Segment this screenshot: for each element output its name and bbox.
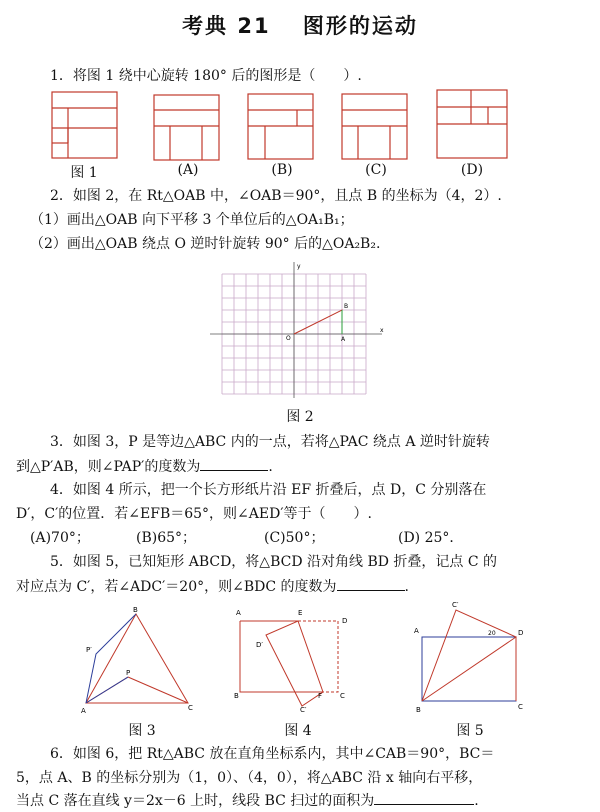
fig3-label-b: B xyxy=(133,606,138,614)
q5-line1: 5．如图 5，已知矩形 ABCD，将△BCD 沿对角线 BD 折叠，记点 C 的 xyxy=(50,554,498,570)
q4-line1: 4．如图 4 所示，把一个长方形纸片沿 EF 折叠后，点 D，C 分别落在 xyxy=(50,482,487,498)
q1-label-fig1: 图 1 xyxy=(70,165,98,181)
q6-line1: 6．如图 6，把 Rt△ABC 放在直角坐标系内，其中∠CAB＝90°，BC＝ xyxy=(50,746,495,762)
fig4-caption: 图 4 xyxy=(284,723,312,739)
fig4-label-dp: D′ xyxy=(256,641,263,649)
fig4-label-d: D xyxy=(342,617,348,625)
q2-a-label: A xyxy=(341,336,346,343)
fig5-label-cp: C′ xyxy=(452,601,459,609)
q2-part2: （2）画出△OAB 绕点 O 逆时针旋转 90° 后的△OA₂B₂. xyxy=(30,236,381,252)
q6-line3-text: 当点 C 落在直线 y＝2x－6 上时，线段 BC 扫过的面积为 xyxy=(16,793,375,809)
q1-label-c: (C) xyxy=(365,162,387,178)
fig5-label-b: B xyxy=(416,706,421,714)
q6-line3-end: . xyxy=(474,793,479,809)
fig3-label-a: A xyxy=(81,707,86,715)
fig3-caption: 图 3 xyxy=(128,723,156,739)
q2-x-label: x xyxy=(380,327,384,334)
fig3-label-c: C xyxy=(188,704,193,712)
q6-line2: 5，点 A、B 的坐标分别为（1，0）、（4，0），将△ABC 沿 x 轴向右平移， xyxy=(16,770,483,786)
fig4-label-b: B xyxy=(234,692,239,700)
fig3-label-p: P xyxy=(126,669,131,677)
q3-line1: 3．如图 3，P 是等边△ABC 内的一点，若将△PAC 绕点 A 逆时针旋转 xyxy=(50,434,490,450)
q2-b-label: B xyxy=(344,303,349,310)
fig4-label-c: C xyxy=(340,692,345,700)
q1-label-d: (D) xyxy=(460,162,484,178)
q4-option-d: (D) 25°． xyxy=(398,530,464,546)
fig5-label-c: C xyxy=(518,703,523,711)
fig5-label-d: D xyxy=(518,629,524,637)
q6-line3 xyxy=(16,790,479,811)
q3-line2-text: 到△P′AB，则∠PAP′的度数为 xyxy=(16,459,201,475)
fig4-label-e: E xyxy=(298,609,303,617)
fig3 xyxy=(86,614,188,703)
page-title: 考典 21 图形的运动 xyxy=(182,14,418,38)
fig5 xyxy=(422,610,516,701)
fig4-label-f: F xyxy=(318,692,323,700)
q2-caption: 图 2 xyxy=(286,409,314,425)
q1-stem: 1．将图 1 绕中心旋转 180° 后的图形是（ ）. xyxy=(50,68,362,84)
fig4-label-cp: C′ xyxy=(300,706,307,714)
q2-o-label: O xyxy=(286,335,291,342)
fig5-label-a: A xyxy=(414,627,419,635)
q4-line2: D′，C′的位置．若∠EFB＝65°，则∠AED′等于（ ）. xyxy=(16,506,372,522)
q5-line2-text: 对应点为 C′，若∠ADC′＝20°，则∠BDC 的度数为 xyxy=(16,579,337,595)
q4-option-a: (A)70°； xyxy=(30,530,90,546)
fig5-caption: 图 5 xyxy=(456,723,484,739)
q4-option-b: (B)65°； xyxy=(136,530,197,546)
q4-option-c: (C)50°； xyxy=(264,530,325,546)
fig4-label-a: A xyxy=(236,609,241,617)
q3-line2-end: . xyxy=(268,459,273,475)
q6-answer-blank xyxy=(374,790,474,805)
fig3-label-pp: P′ xyxy=(86,646,92,654)
q1-label-b: (B) xyxy=(271,162,293,178)
q1-label-a: (A) xyxy=(177,162,199,178)
q2-stem: 2．如图 2，在 Rt△OAB 中，∠OAB＝90°，且点 B 的坐标为（4，2）. xyxy=(50,188,502,204)
fig5-label-angle: 20 xyxy=(488,630,496,637)
q5-line2-end: . xyxy=(404,579,409,595)
q2-part1: （1）画出△OAB 向下平移 3 个单位后的△OA₁B₁； xyxy=(30,212,354,228)
q2-y-label: y xyxy=(297,263,301,270)
fig4 xyxy=(240,621,338,706)
